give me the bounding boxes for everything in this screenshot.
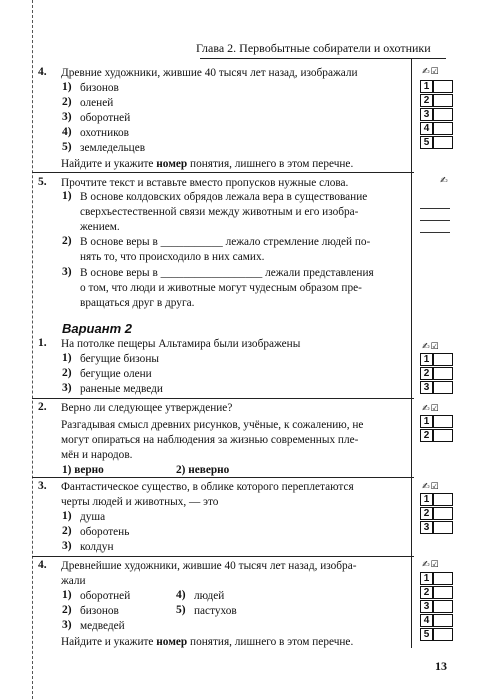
- answer-header: ✍☑: [422, 560, 440, 570]
- question-text: черты людей и животных, — это: [61, 496, 219, 508]
- option-true: 1) верно: [62, 464, 104, 476]
- option-text: земледельцев: [80, 142, 146, 154]
- question-text: Древнейшие художники, жившие 40 тысяч лет назад, изобра-: [61, 560, 357, 572]
- answer-box[interactable]: 1: [420, 493, 452, 506]
- option-number: 1): [62, 352, 72, 364]
- question-text: Фантастическое существо, в облике которого переплетаются: [61, 481, 354, 493]
- divider: [32, 398, 414, 399]
- answer-box[interactable]: 1: [420, 572, 452, 585]
- sentence-text: В основе веры в ___________ лежало стремление людей по-: [80, 236, 371, 248]
- option-number: 2): [62, 525, 72, 537]
- answer-box[interactable]: 1: [420, 415, 452, 428]
- option-false: 2) неверно: [176, 464, 230, 476]
- header-rule: [200, 58, 446, 59]
- option-number: 1): [62, 81, 72, 93]
- question-number: 2.: [38, 401, 47, 413]
- answer-box[interactable]: 2: [420, 94, 452, 107]
- sentence-text: жением.: [80, 221, 120, 233]
- question-number: 1.: [38, 337, 47, 349]
- option-text: бизонов: [80, 605, 119, 617]
- option-text: медведей: [80, 620, 125, 632]
- question-number: 4.: [38, 559, 47, 571]
- option-text: колдун: [80, 541, 114, 553]
- answer-header: ✍☑: [422, 482, 440, 492]
- answer-column-divider: [411, 58, 412, 648]
- question-number: 4.: [38, 66, 47, 78]
- answer-boxes: [420, 493, 454, 535]
- question-text: Верно ли следующее утверждение?: [61, 402, 233, 414]
- answer-boxes: [420, 80, 454, 150]
- option-number: 3): [62, 540, 72, 552]
- option-text: бегущие бизоны: [80, 353, 159, 365]
- sentence-text: сверхъестественной связи между животным и его изобра-: [80, 206, 359, 218]
- option-text: оленей: [80, 97, 114, 109]
- instruction: Найдите и укажите номер понятия, лишнего в этом перечне.: [61, 636, 354, 648]
- option-text: душа: [80, 511, 106, 523]
- answer-boxes: [420, 415, 454, 443]
- option-text: оборотней: [80, 112, 131, 124]
- option-number: 2): [62, 96, 72, 108]
- answer-line[interactable]: [420, 208, 450, 209]
- divider: [32, 556, 414, 557]
- answer-box[interactable]: 2: [420, 507, 452, 520]
- option-number: 5): [176, 604, 186, 616]
- sentence-number: 1): [62, 190, 72, 202]
- answer-header: ✍☑: [422, 404, 440, 414]
- answer-box[interactable]: 2: [420, 367, 452, 380]
- page-number: 13: [435, 659, 447, 673]
- answer-box[interactable]: 3: [420, 521, 452, 534]
- statement-text: могут опираться на наблюдения за жизнью современных пле-: [61, 434, 359, 446]
- divider: [32, 477, 414, 478]
- option-number: 2): [62, 604, 72, 616]
- pencil-icon: ✍: [440, 176, 449, 186]
- sentence-number: 2): [62, 235, 72, 247]
- statement-text: мён и народов.: [61, 449, 133, 461]
- answer-box[interactable]: 3: [420, 108, 452, 121]
- instruction: Найдите и укажите номер понятия, лишнего в этом перечне.: [61, 158, 354, 170]
- cut-line: [32, 0, 33, 699]
- sentence-text: В основе веры в __________________ лежали представления: [80, 267, 374, 279]
- answer-boxes: [420, 353, 454, 395]
- statement-text: Разгадывая смысл древних рисунков, учёные, к сожалению, не: [61, 419, 364, 431]
- chapter-title: Глава 2. Первобытные собиратели и охотники: [196, 41, 431, 55]
- answer-box[interactable]: 1: [420, 80, 452, 93]
- option-number: 5): [62, 141, 72, 153]
- option-text: людей: [194, 590, 225, 602]
- option-number: 4): [62, 126, 72, 138]
- sentence-number: 3): [62, 266, 72, 278]
- sentence-text: вращаться друг в друга.: [80, 297, 195, 309]
- answer-box[interactable]: 4: [420, 122, 452, 135]
- answer-header: ✍☑: [422, 342, 440, 352]
- option-number: 2): [62, 367, 72, 379]
- divider: [32, 172, 414, 173]
- option-number: 3): [62, 111, 72, 123]
- answer-box[interactable]: 5: [420, 628, 452, 641]
- question-text: Древние художники, жившие 40 тысяч лет назад, изображали: [61, 67, 358, 79]
- question-text: Прочтите текст и вставьте вместо пропусков нужные слова.: [61, 177, 349, 189]
- option-text: охотников: [80, 127, 130, 139]
- answer-boxes: [420, 572, 454, 642]
- answer-box[interactable]: 2: [420, 586, 452, 599]
- question-number: 5.: [38, 176, 47, 188]
- variant-title: Вариант 2: [62, 321, 132, 336]
- option-text: пастухов: [194, 605, 237, 617]
- option-number: 4): [176, 589, 186, 601]
- answer-line[interactable]: [420, 232, 450, 233]
- option-number: 1): [62, 510, 72, 522]
- answer-box[interactable]: 3: [420, 600, 452, 613]
- question-text: На потолке пещеры Альтамира были изображены: [61, 338, 301, 350]
- option-text: оборотней: [80, 590, 131, 602]
- option-text: бизонов: [80, 82, 119, 94]
- sentence-text: о том, что люди и животные могут чудесным образом пре-: [80, 282, 362, 294]
- question-text: жали: [61, 575, 86, 587]
- sentence-text: нять то, что происходило в них самих.: [80, 251, 265, 263]
- answer-line[interactable]: [420, 220, 450, 221]
- answer-header: ✍☑: [422, 67, 440, 77]
- option-text: раненые медведи: [80, 383, 163, 395]
- sentence-text: В основе колдовских обрядов лежала вера в существование: [80, 191, 368, 203]
- answer-box[interactable]: 3: [420, 381, 452, 394]
- answer-box[interactable]: 4: [420, 614, 452, 627]
- option-number: 1): [62, 589, 72, 601]
- option-number: 3): [62, 382, 72, 394]
- option-number: 3): [62, 619, 72, 631]
- option-text: бегущие олени: [80, 368, 152, 380]
- answer-box[interactable]: 1: [420, 353, 452, 366]
- question-number: 3.: [38, 480, 47, 492]
- option-text: оборотень: [80, 526, 130, 538]
- answer-box[interactable]: 5: [420, 136, 452, 149]
- answer-box[interactable]: 2: [420, 429, 452, 442]
